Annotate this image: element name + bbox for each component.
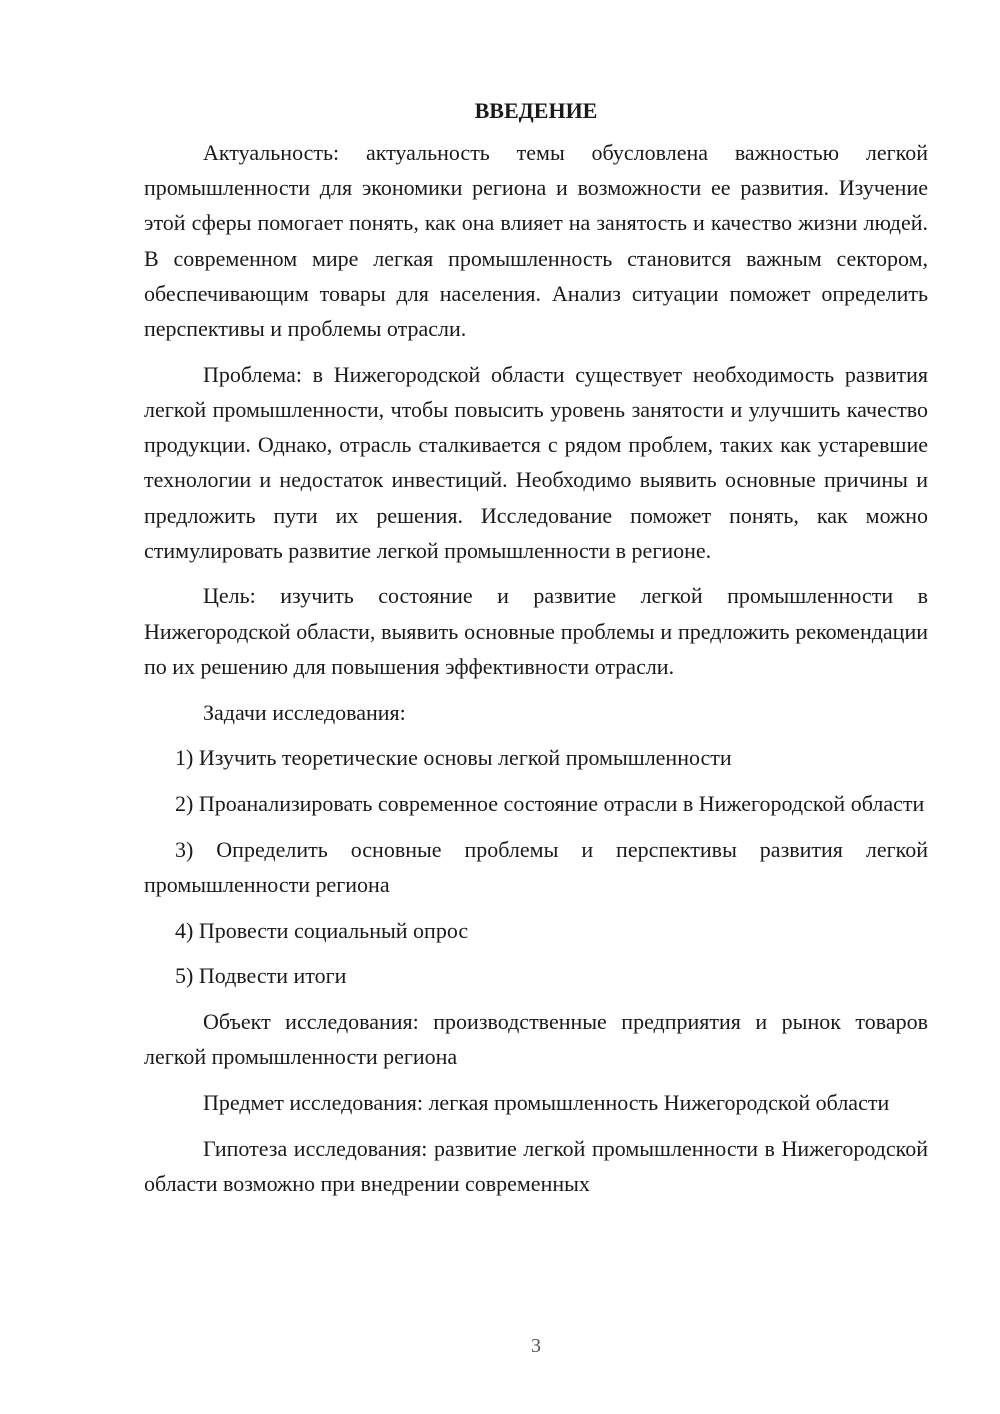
task-item-3: 3) Определить основные проблемы и перспективы развития легкой промышленности региона xyxy=(144,836,928,897)
task-item-4: 4) Провести социальный опрос xyxy=(175,917,469,943)
paragraph-subject: Предмет исследования: легкая промышленность Нижегородской области xyxy=(203,1089,890,1115)
document-page xyxy=(144,96,928,1211)
section-title: ВВЕДЕНИЕ xyxy=(474,98,598,123)
paragraph-problem: Проблема: в Нижегородской области существует необходимость развития легкой промышленности, чтобы повысить уровень занятости и улучшить качество продукции. Однако, отрасль сталкивается с рядом проблем, таких как устаревшие технологии и недостаток инвестиций. Необходимо выявить основные причины и предложить пути их решения. Исследование поможет понять, как можно стимулировать развитие легкой промышленности в регионе. xyxy=(144,361,928,563)
paragraph-hypothesis: Гипотеза исследования: развитие легкой промышленности в Нижегородской области возможно при внедрении современных xyxy=(144,1135,928,1196)
tasks-heading: Задачи исследования: xyxy=(203,699,406,725)
paragraph-object: Объект исследования: производственные предприятия и рынок товаров легкой промышленности региона xyxy=(144,1008,928,1070)
task-item-1: 1) Изучить теоретические основы легкой промышленности xyxy=(175,745,732,771)
paragraph-relevance: Актуальность: актуальность темы обусловлена важностью легкой промышленности для экономики региона и возможности ее развития. Изучение этой сферы помогает понять, как она влияет на занятость и качество жизни людей. В современном мире легкая промышленность становится важным сектором, обеспечивающим товары для населения. Анализ ситуации поможет определить перспективы и проблемы отрасли. xyxy=(144,140,928,342)
page-number: 3 xyxy=(531,1335,541,1357)
task-item-5: 5) Подвести итоги xyxy=(175,963,347,989)
task-item-2: 2) Проанализировать современное состояние отрасли в Нижегородской области xyxy=(175,790,925,816)
paragraph-goal: Цель: изучить состояние и развитие легкой промышленности в Нижегородской области, выявить основные проблемы и предложить рекомендации по их решению для повышения эффективности отрасли. xyxy=(144,583,928,679)
